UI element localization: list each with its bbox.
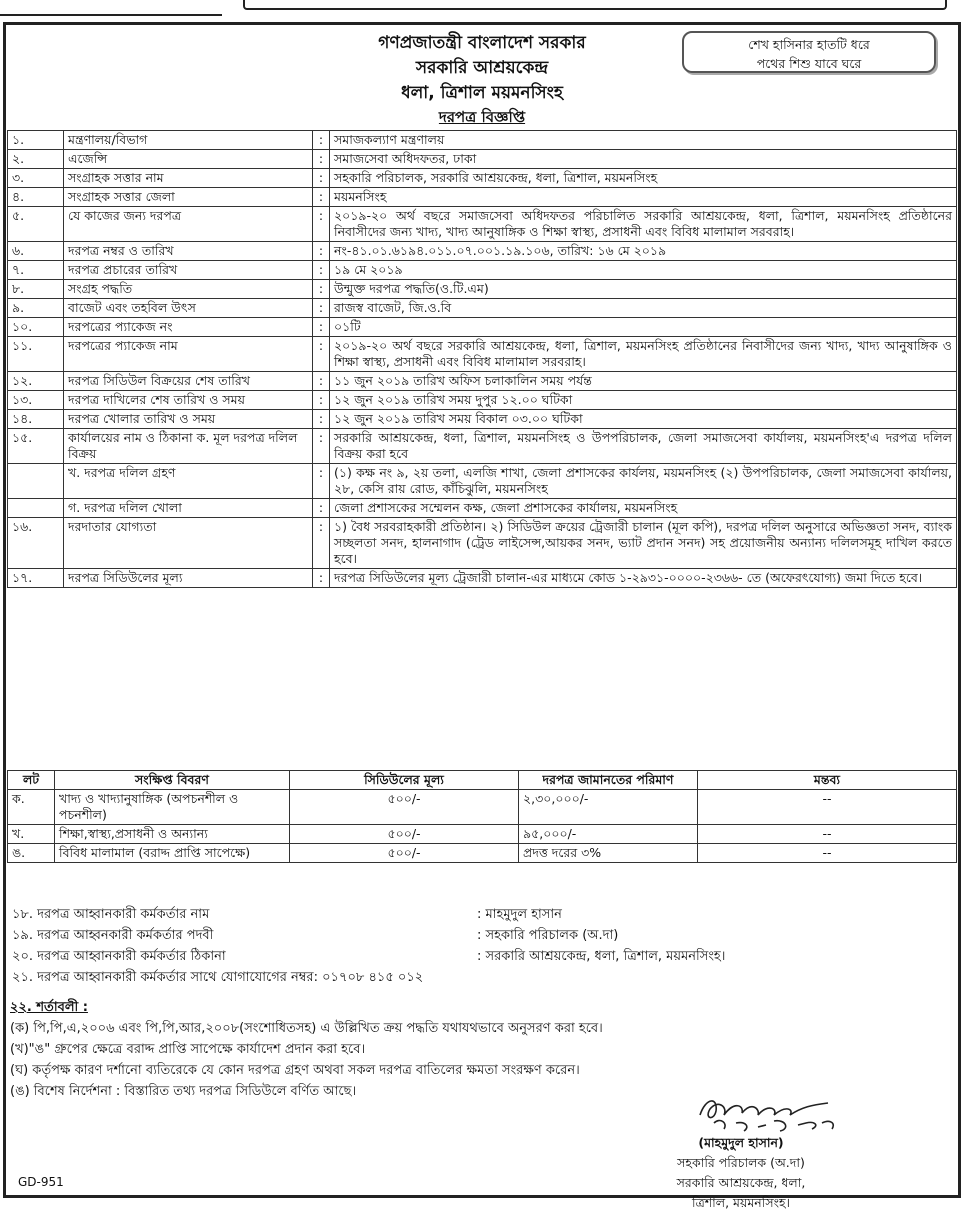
terms-title: ২২. শর্তাবলী : <box>10 1000 88 1015</box>
term-item: (ঙ) বিশেষ নির্দেশনা : বিস্তারিত তথ্য দরপত্র সিডিউলে বর্ণিত আছে। <box>10 1084 357 1099</box>
top-frame-edge <box>243 0 947 10</box>
info-row-number: ১৪. <box>8 410 64 429</box>
info-row-colon: : <box>313 569 330 588</box>
info-row <box>8 150 957 169</box>
signature-block <box>616 1133 866 1213</box>
info-row-number: ৭. <box>8 261 64 280</box>
info-row-value: (১) কক্ষ নং ৯, ২য় তলা, এলজি শাখা, জেলা প্রশাসকের কার্যলয়, ময়মনসিংহ (২) উপপরিচালক, জেলা সমাজসেবা কার্যালয়, ২৮, কেসি রায় রোড, কাঁচিঝুলি, ময়মনসিংহ <box>330 464 957 499</box>
info-row-label: এজেন্সি <box>64 150 313 169</box>
info-row <box>8 337 957 372</box>
officer-row <box>12 947 952 968</box>
notice-frame <box>3 22 961 1210</box>
info-row-value: ১১ জুন ২০১৯ তারিখ অফিস চলাকালিন সময় পর্যন্ত <box>330 372 957 391</box>
info-row <box>8 299 957 318</box>
info-row-value: ময়মনসিংহ <box>330 188 957 207</box>
lot-schedule-price: ৫০০/- <box>290 825 519 844</box>
info-row <box>8 569 957 588</box>
info-row-label: দরপত্রের প্যাকেজ নাম <box>64 337 313 372</box>
info-row-value: নং-৪১.০১.৬১৯৪.০১১.০৭.০০১.১৯.১০৬, তারিখ: ১৬ মে ২০১৯ <box>330 242 957 261</box>
info-row <box>8 188 957 207</box>
info-row-number: ১৩. <box>8 391 64 410</box>
info-row-value: দরপত্র সিডিউলের মূল্য ট্রেজারী চালান-এর মাধ্যমে কোড ১-২৯৩১-০০০০-২৩৬৬- তে (অফেরৎযোগ্য) জমা দিতে হবে। <box>330 569 957 588</box>
info-row-colon: : <box>313 242 330 261</box>
info-row-value: ১৯ মে ২০১৯ <box>330 261 957 280</box>
info-row-colon: : <box>313 131 330 150</box>
officer-row <box>12 926 952 947</box>
info-row-colon: : <box>313 150 330 169</box>
officer-label: ২০. দরপত্র আহ্বানকারী কর্মকর্তার ঠিকানা <box>12 949 226 964</box>
lot-schedule-price: ৫০০/- <box>290 844 519 863</box>
info-row-number: ৮. <box>8 280 64 299</box>
lot-table-header <box>8 771 957 790</box>
signatory-designation: সহকারি পরিচালক (অ.দা) <box>677 1155 805 1170</box>
info-row-value: ২০১৯-২০ অর্থ বছরে সরকারি আশ্রয়কেন্দ্র, ধলা, ত্রিশাল, ময়মনসিংহ প্রতিষ্ঠানের নিবাসীদের জন্য খাদ্য, খাদ্য আনুষাঙ্গিক ও শিক্ষা স্বাস্থ্য, প্রসাধনী এবং বিবিধ মালামাল সরবরাহ। <box>330 337 957 372</box>
lot-remark: -- <box>698 825 957 844</box>
info-row-colon: : <box>313 169 330 188</box>
info-row-colon: : <box>313 518 330 569</box>
lot-header-lot: লট <box>8 771 55 790</box>
lot-security-amount: ২,৩০,০০০/- <box>519 790 698 825</box>
info-row-number <box>8 499 64 518</box>
info-row-number: ২. <box>8 150 64 169</box>
notice-title: দরপত্র বিজ্ঞপ্তি <box>438 108 526 126</box>
info-row-label: দরদাতার যোগ্যতা <box>64 518 313 569</box>
officer-value: : সহকারি পরিচালক (অ.দা) <box>477 928 619 943</box>
info-row-label: সংগ্রাহক সত্তার জেলা <box>64 188 313 207</box>
lot-id: ঙ. <box>8 844 55 863</box>
info-row <box>8 410 957 429</box>
lot-id: খ. <box>8 825 55 844</box>
lot-remark: -- <box>698 790 957 825</box>
info-row-label: দরপত্রের প্যাকেজ নং <box>64 318 313 337</box>
info-row-colon: : <box>313 464 330 499</box>
info-row-label: মন্ত্রণালয়/বিভাগ <box>64 131 313 150</box>
info-row <box>8 464 957 499</box>
lot-header-security: দরপত্র জামানতের পরিমাণ <box>519 771 698 790</box>
term-item: (ক) পি,পি,এ,২০০৬ এবং পি,পি,আর,২০০৮(সংশোধিতসহ) এ উল্লিখিত ক্রয় পদ্ধতি যথাযথভাবে অনুসরণ করা হবে। <box>10 1021 603 1036</box>
info-row-value: ১) বৈধ সরবরাহকারী প্রতিষ্ঠান। ২) সিডিউল ক্রয়ের ট্রেজারী চালান (মূল কপি), দরপত্র দলিল অনুসারে অভিজ্ঞতা সনদ, ব্যাংক সচ্ছলতা সনদ, হালনাগাদ (ট্রেড লাইসেন্স,আয়কর সনদ, ভ্যাট প্রদান সনদ) সহ প্রয়োজনীয় অন্যান্য দলিলসমূহ দাখিল করতে হবে। <box>330 518 957 569</box>
info-row-label: গ. দরপত্র দলিল খোলা <box>64 499 313 518</box>
info-row-colon: : <box>313 410 330 429</box>
lot-row <box>8 825 957 844</box>
info-row-number: ১. <box>8 131 64 150</box>
officer-label: ২১. দরপত্র আহ্বানকারী কর্মকর্তার সাথে যোগাযোগের নম্বর: ০১৭০৮ ৪১৫ ০১২ <box>12 970 424 985</box>
officer-value: : মাহমুদুল হাসান <box>477 907 562 922</box>
info-row-label: দরপত্র দাখিলের শেষ তারিখ ও সময় <box>64 391 313 410</box>
officer-value: : সরকারি আশ্রয়কেন্দ্র, ধলা, ত্রিশাল, ময়মনসিংহ। <box>477 949 726 964</box>
info-row-label: সংগ্রাহক সত্তার নাম <box>64 169 313 188</box>
info-row-number <box>8 464 64 499</box>
lot-description: শিক্ষা,স্বাস্থ্য,প্রসাধনী ও অন্যান্য <box>55 825 290 844</box>
info-row-value: ২০১৯-২০ অর্থ বছরে সমাজসেবা অধিদফতর পরিচালিত সরকারি আশ্রয়কেন্দ্র, ধলা, ত্রিশাল, ময়মনসিংহ প্রতিষ্ঠানের নিবাসীদের জন্য খাদ্য, খাদ্য আনুষাঙ্গিক ও শিক্ষা স্বাস্থ্য, প্রসাধনী এবং বিবিধ মালামাল সরবরাহ। <box>330 207 957 242</box>
info-row-colon: : <box>313 280 330 299</box>
info-row-value: ১২ জুন ২০১৯ তারিখ সময় বিকাল ০৩.০০ ঘটিকা <box>330 410 957 429</box>
signatory-address: ত্রিশাল, ময়মনসিংহ। <box>692 1195 790 1210</box>
terms-section <box>10 997 955 1102</box>
info-row-label: দরপত্র সিডিউল বিক্রয়ের শেষ তারিখ <box>64 372 313 391</box>
info-row-value: উন্মুক্ত দরপত্র পদ্ধতি(ও.টি.এম) <box>330 280 957 299</box>
lot-header-remark: মন্তব্য <box>698 771 957 790</box>
info-row-colon: : <box>313 429 330 464</box>
info-row-number: ৯. <box>8 299 64 318</box>
top-divider <box>0 14 222 16</box>
officer-label: ১৯. দরপত্র আহ্বনকারী কর্মকর্তার পদবী <box>12 928 214 943</box>
info-row-number: ৩. <box>8 169 64 188</box>
signatory-name: (মাহমুদুল হাসান) <box>698 1135 784 1150</box>
info-row <box>8 207 957 242</box>
info-row-value: ১২ জুন ২০১৯ তারিখ সময় দুপুর ১২.০০ ঘটিকা <box>330 391 957 410</box>
slogan-line-2: পথের শিশু যাবে ঘরে <box>756 56 862 71</box>
lot-table <box>7 770 957 863</box>
info-row-colon: : <box>313 372 330 391</box>
info-row-label: দরপত্র প্রচারের তারিখ <box>64 261 313 280</box>
info-row-colon: : <box>313 337 330 372</box>
info-row <box>8 169 957 188</box>
info-row-number: ১৫. <box>8 429 64 464</box>
info-row-number: ১৭. <box>8 569 64 588</box>
office-location: ধলা, ত্রিশাল ময়মনসিংহ <box>401 83 563 103</box>
info-row-colon: : <box>313 261 330 280</box>
handwritten-signature <box>694 1093 844 1135</box>
office-title: সরকারি আশ্রয়কেন্দ্র <box>415 58 549 78</box>
info-row <box>8 280 957 299</box>
info-row-label: খ. দরপত্র দলিল গ্রহণ <box>64 464 313 499</box>
lot-row <box>8 790 957 825</box>
info-row <box>8 518 957 569</box>
info-row-number: ১১. <box>8 337 64 372</box>
info-row <box>8 242 957 261</box>
info-row-label: দরপত্র সিডিউলের মূল্য <box>64 569 313 588</box>
info-row-number: ১০. <box>8 318 64 337</box>
lot-header-description: সংক্ষিপ্ত বিবরণ <box>55 771 290 790</box>
slogan-line-1: শেখ হাসিনার হাতটি ধরে <box>748 37 870 52</box>
government-title: গণপ্রজাতন্ত্রী বাংলাদেশ সরকার <box>378 33 586 53</box>
lot-header-schedule-price: সিডিউলের মূল্য <box>290 771 519 790</box>
lot-remark: -- <box>698 844 957 863</box>
officer-row <box>12 968 952 989</box>
info-row-number: ৬. <box>8 242 64 261</box>
slogan-box <box>682 31 936 73</box>
footer-code: GD-951 <box>18 1175 64 1189</box>
info-row-colon: : <box>313 499 330 518</box>
info-row-value: সমাজসেবা অধিদফতর, ঢাকা <box>330 150 957 169</box>
info-row-colon: : <box>313 391 330 410</box>
info-row <box>8 391 957 410</box>
info-row-label: দরপত্র খোলার তারিখ ও সময় <box>64 410 313 429</box>
lot-schedule-price: ৫০০/- <box>290 790 519 825</box>
info-row <box>8 318 957 337</box>
signatory-office: সরকারি আশ্রয়কেন্দ্র, ধলা, <box>676 1175 806 1190</box>
info-row-label: দরপত্র নম্বর ও তারিখ <box>64 242 313 261</box>
lot-id: ক. <box>8 790 55 825</box>
officer-info <box>12 905 952 989</box>
info-row-colon: : <box>313 318 330 337</box>
info-row-label: যে কাজের জন্য দরপত্র <box>64 207 313 242</box>
info-row-number: ১২. <box>8 372 64 391</box>
info-row-label: বাজেট এবং তহবিল উৎস <box>64 299 313 318</box>
term-item: (খ)"ঙ" গ্রুপের ক্ষেত্রে বরাদ্দ প্রাপ্তি সাপেক্ষে কার্যাদেশ প্রদান করা হবে। <box>10 1042 366 1057</box>
info-row <box>8 372 957 391</box>
info-row-value: সরকারি আশ্রয়কেন্দ্র, ধলা, ত্রিশাল, ময়মনসিংহ ও উপপরিচালক, জেলা সমাজসেবা কার্যালয়, ময়মনসিংহ'এ দরপত্র দলিল বিক্রয় করা হবে <box>330 429 957 464</box>
info-row-number: ৫. <box>8 207 64 242</box>
info-row-value: জেলা প্রশাসকের সম্মেলন কক্ষ, জেলা প্রশাসকের কার্যালয়, ময়মনসিংহ <box>330 499 957 518</box>
lot-security-amount: প্রদত্ত দরের ৩% <box>519 844 698 863</box>
info-row-value: সহকারি পরিচালক, সরকারি আশ্রয়কেন্দ্র, ধলা, ত্রিশাল, ময়মনসিংহ <box>330 169 957 188</box>
info-row <box>8 131 957 150</box>
info-row <box>8 429 957 464</box>
info-row-colon: : <box>313 299 330 318</box>
info-row-number: ৪. <box>8 188 64 207</box>
term-item: (ঘ) কর্তৃপক্ষ কারণ দর্শানো ব্যতিরেকে যে কোন দরপত্র গ্রহণ অথবা সকল দরপত্র বাতিলের ক্ষমতা সংরক্ষণ করেন। <box>10 1063 580 1078</box>
lot-description: বিবিধ মালামাল (বরাদ্দ প্রাপ্তি সাপেক্ষে) <box>55 844 290 863</box>
info-row <box>8 499 957 518</box>
lot-row <box>8 844 957 863</box>
info-row-value: সমাজকল্যাণ মন্ত্রণালয় <box>330 131 957 150</box>
tender-info-table <box>7 130 957 588</box>
info-row-value: ০১টি <box>330 318 957 337</box>
info-row-number: ১৬. <box>8 518 64 569</box>
info-row-label: কার্যালয়ের নাম ও ঠিকানা ক. মূল দরপত্র দলিল বিক্রয় <box>64 429 313 464</box>
officer-row <box>12 905 952 926</box>
info-row-colon: : <box>313 207 330 242</box>
info-row-label: সংগ্রহ পদ্ধতি <box>64 280 313 299</box>
info-row-colon: : <box>313 188 330 207</box>
info-row-value: রাজস্ব বাজেট, জি.ও.বি <box>330 299 957 318</box>
lot-description: খাদ্য ও খাদ্যানুষাঙ্গিক (অপচনশীল ও পচনশীল) <box>55 790 290 825</box>
info-row <box>8 261 957 280</box>
officer-label: ১৮. দরপত্র আহ্বানকারী কর্মকর্তার নাম <box>12 907 210 922</box>
lot-security-amount: ৯৫,০০০/- <box>519 825 698 844</box>
